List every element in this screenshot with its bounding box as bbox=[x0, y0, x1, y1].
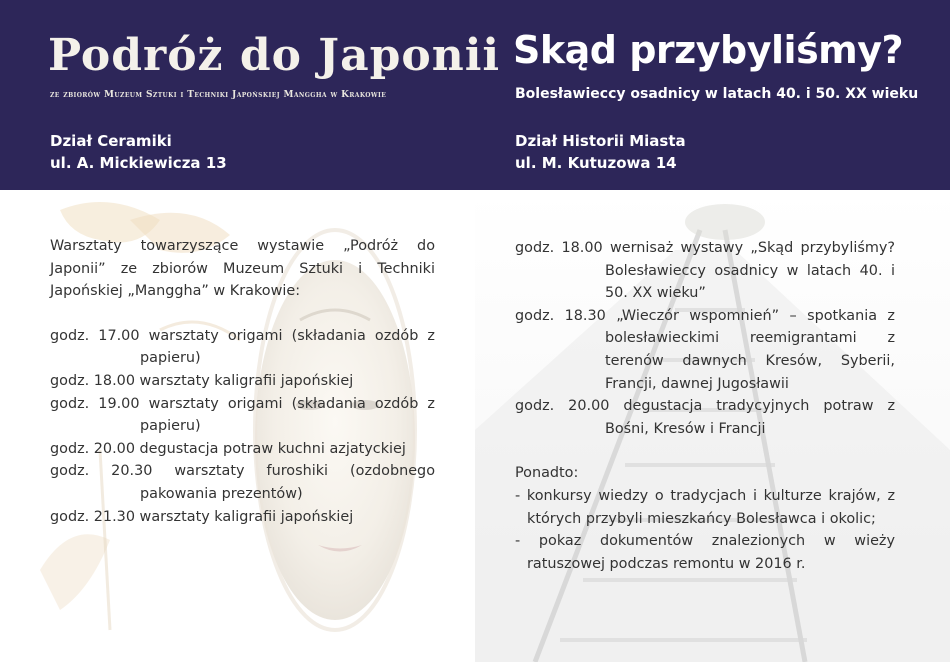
header-band bbox=[0, 0, 950, 190]
extras-heading: Ponadto: bbox=[515, 465, 579, 482]
venue-right bbox=[515, 130, 686, 174]
content-area bbox=[0, 190, 950, 662]
extra-item: - konkursy wiedzy o tradycjach i kulturze krajów, z których przybyli mieszkańcy Bolesławca i okolic; bbox=[515, 487, 895, 527]
event-item: godz. 20.00 degustacja potraw kuchni azjatyckiej bbox=[50, 440, 406, 457]
address-left: ul. A. Mickiewicza 13 bbox=[50, 154, 227, 172]
event-item: godz. 18.00 wernisaż wystawy „Skąd przybyliśmy? Bolesławieccy osadnicy w latach 40. i 50. XX wieku” bbox=[515, 240, 895, 302]
event-item: godz. 17.00 warsztaty origami (składania ozdób z papieru) bbox=[50, 327, 435, 367]
exhibition-title-left: Podróż do Japonii bbox=[48, 30, 501, 81]
address-right: ul. M. Kutuzowa 14 bbox=[515, 154, 677, 172]
left-header bbox=[0, 0, 501, 190]
department-right: Dział Historii Miasta bbox=[515, 132, 686, 150]
exhibition-subtitle-left: ze zbiorów Muzeum Sztuki i Techniki Japońskiej Manggha w Krakowie bbox=[50, 90, 387, 100]
event-item: godz. 20.00 degustacja tradycyjnych potraw z Bośni, Kresów i Francji bbox=[515, 398, 895, 437]
exhibition-title-right: Skąd przybyliśmy? bbox=[513, 28, 904, 72]
event-item: godz. 19.00 warsztaty origami (składania ozdób z papieru) bbox=[50, 395, 435, 435]
exhibition-subtitle-right: Bolesławieccy osadnicy w latach 40. i 50. XX wieku bbox=[515, 86, 919, 102]
venue-left bbox=[50, 130, 227, 174]
event-item: godz. 18.00 warsztaty kaligrafii japońskiej bbox=[50, 372, 354, 389]
department-left: Dział Ceramiki bbox=[50, 132, 172, 150]
event-item: godz. 20.30 warsztaty furoshiki (ozdobnego pakowania prezentów) bbox=[50, 463, 435, 502]
right-header bbox=[475, 0, 950, 190]
left-program bbox=[50, 235, 435, 528]
workshops-intro: Warsztaty towarzyszące wystawie „Podróż do Japonii” ze zbiorów Muzeum Sztuki i Techniki Japońskiej „Manggha” w Krakowie: bbox=[50, 238, 435, 300]
event-item: godz. 21.30 warsztaty kaligrafii japońskiej bbox=[50, 508, 354, 525]
right-program bbox=[515, 237, 895, 575]
event-item: godz. 18.30 „Wieczór wspomnień” – spotkania z bolesławieckimi reemigrantami z terenów dawnych Kresów, Syberii, Francji, dawnej Jugosławii bbox=[515, 307, 895, 392]
extra-item: - pokaz dokumentów znalezionych w wieży ratuszowej podczas remontu w 2016 r. bbox=[515, 533, 895, 572]
